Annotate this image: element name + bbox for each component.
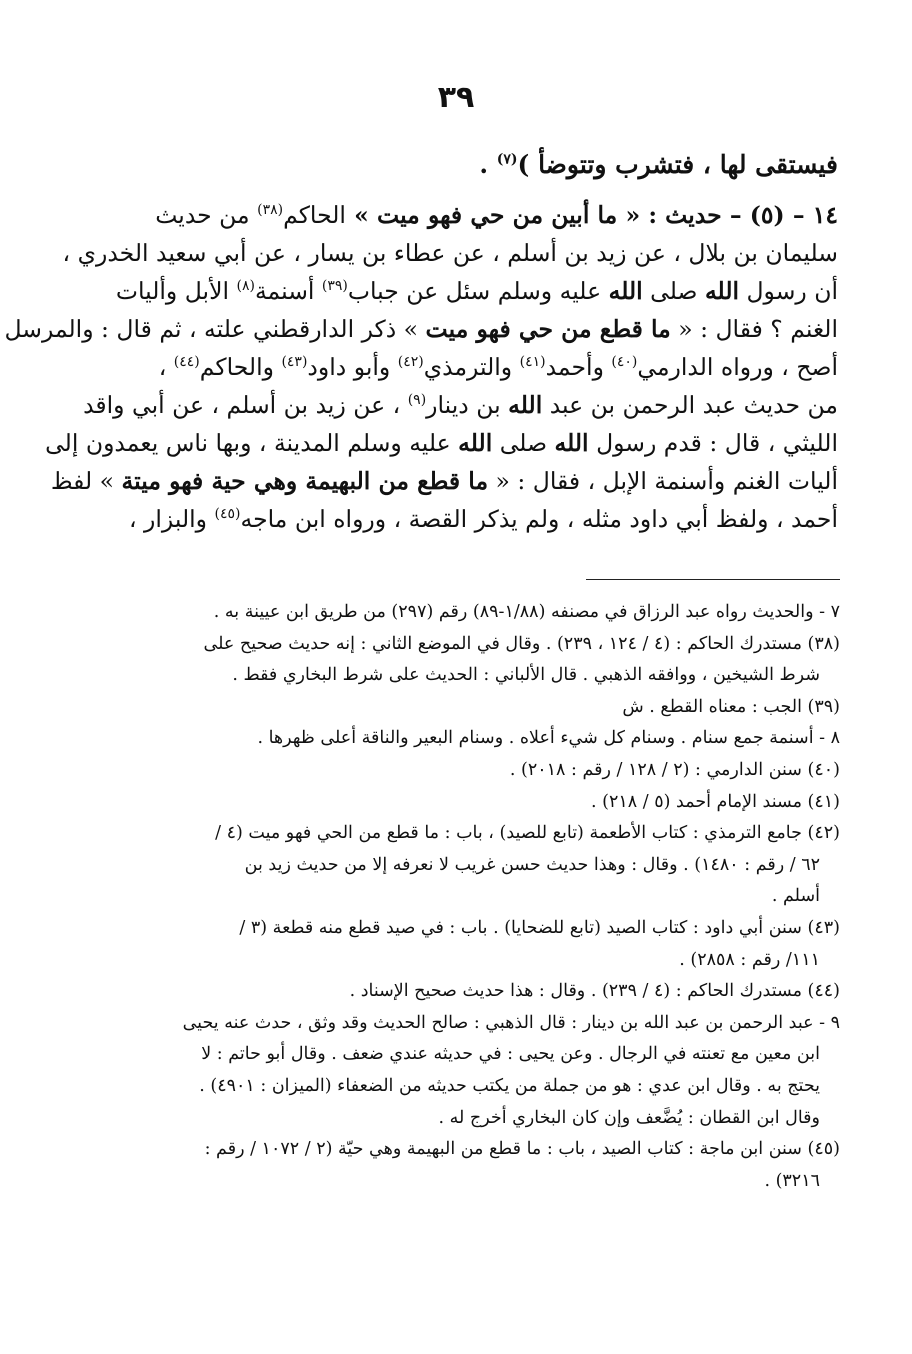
bold-text-run: الله <box>704 277 740 305</box>
footnote-marker: (٩) <box>407 392 427 409</box>
footnote-marker: (٣٩) <box>321 278 348 295</box>
footnote-marker: (٤٠) <box>611 354 638 371</box>
footnote-marker: (٨) <box>236 278 255 295</box>
footnote-entry: (٤٣) سنن أبي داود : كتاب الصيد (تابع للضحايا) . باب : في صيد قطع منه قطعة (٣ / <box>239 917 840 938</box>
text-run: وأبو داود <box>307 353 398 381</box>
main-text-line <box>72 500 838 538</box>
text-run: الغنم ؟ فقال : « <box>670 315 838 343</box>
text-run: الأبل وأليات <box>115 277 237 305</box>
text-run: عليه وسلم المدينة ، وبها ناس يعمدون إلى <box>45 429 459 457</box>
main-text-line <box>4 310 838 348</box>
footnote-marker: (٤٣) <box>281 354 308 371</box>
text-run: صلى <box>492 429 555 457</box>
footnote-continuation: ابن معين مع تعنته في الرجال . وعن يحيى : في حديثه عندي ضعف . وقال أبو حاتم : لا <box>201 1044 820 1065</box>
text-run: أحمد ، ولفظ أبي داود مثله ، ولم يذكر القصة ، ورواه ابن ماجه <box>240 505 838 533</box>
text-run: من حديث عبد الرحمن بن عبد <box>542 391 838 419</box>
text-run: وأحمد <box>545 353 612 381</box>
bold-text-run: ما قطع من حي فهو ميت <box>425 315 671 343</box>
footnote-separator <box>586 579 840 580</box>
text-run: . <box>479 150 497 179</box>
text-run: صلى <box>642 277 705 305</box>
footnote-entry: (٤٤) مستدرك الحاكم : (٤ / ٢٣٩) . وقال : هذا حديث صحيح الإسناد . <box>349 981 840 1002</box>
bold-text-run: ما قطع من البهيمة وهي حية فهو ميتة <box>121 467 489 495</box>
footnote-entry: ٨ - أسنمة جمع سنام . وسنام كل شيء أعلاه . وسنام البعير والناقة أعلى ظهرها . <box>257 728 840 749</box>
footnotes-section <box>70 597 840 1197</box>
footnote-marker: (٤٤) <box>173 354 200 371</box>
footnote-marker: (٤١) <box>519 354 546 371</box>
main-text-line <box>50 462 838 500</box>
text-run: أليات الغنم وأسنمة الإبل ، فقال : « <box>488 467 838 495</box>
bold-text-run: الله <box>508 391 543 419</box>
text-run: أن رسول <box>739 277 838 305</box>
text-run: أسنمة <box>254 277 322 305</box>
footnote-entry: (٣٩) الجب : معناه القطع . ش <box>622 696 840 717</box>
text-run: والبزار ، <box>128 505 215 533</box>
bold-text-run: فيستقى لها ، فتشرب وتتوضأ ) <box>517 150 838 179</box>
text-run: سليمان بن بلال ، عن زيد بن أسلم ، عن عطاء بن يسار ، عن أبي سعيد الخدري ، <box>62 239 838 267</box>
text-run: الحاكم <box>283 201 346 229</box>
bold-text-run: ١٤ – (٥) – حديث : « ما أبين من حي فهو ميت » <box>345 201 838 229</box>
bold-text-run: الله <box>458 429 493 457</box>
text-run: من حديث <box>155 201 258 229</box>
page-number: ٣٩ <box>437 80 475 115</box>
text-run: والترمذي <box>423 353 520 381</box>
footnote-entry: (٤٥) سنن ابن ماجة : كتاب الصيد ، باب : ما قطع من البهيمة وهي حيّة (٢ / ١٠٧٢ / رقم : <box>204 1139 840 1160</box>
main-text-line <box>62 234 838 272</box>
text-run: والحاكم <box>199 353 282 381</box>
footnote-continuation: يحتج به . وقال ابن عدي : هو من جملة من يكتب حديثه من الضعفاء (الميزان : ٤٩٠١) . <box>199 1075 820 1096</box>
main-text-line <box>72 386 838 424</box>
footnote-continuation: ١١١/ رقم : ٢٨٥٨) . <box>679 949 820 970</box>
footnote-marker: (٤٢) <box>397 354 424 371</box>
footnote-continuation: وقال ابن القطان : يُضَّعف وإن كان البخاري أخرج له . <box>438 1107 820 1128</box>
text-run: بن دينار <box>426 391 509 419</box>
footnote-entry: (٤١) مسند الإمام أحمد (٥ / ٢١٨) . <box>591 791 840 812</box>
footnote-continuation: ٦٢ / رقم : ١٤٨٠) . وقال : وهذا حديث حسن غريب لا نعرفه إلا من حديث زيد بن <box>244 854 820 875</box>
text-run: ، <box>158 353 174 381</box>
footnote-continuation: أسلم . <box>771 886 820 907</box>
bold-text-run: الله <box>608 277 643 305</box>
footnote-marker: (٧) <box>496 151 518 168</box>
footnote-entry: (٤٠) سنن الدارمي : (٢ / ١٢٨ / رقم : ٢٠١٨) . <box>509 759 840 780</box>
text-run: » لفظ <box>50 467 122 495</box>
main-text-line <box>72 146 838 184</box>
text-run: الليثي ، قال : قدم رسول <box>588 429 838 457</box>
main-text-line <box>72 196 838 234</box>
main-text-line <box>72 348 838 386</box>
footnote-marker: (٣٨) <box>257 202 284 219</box>
text-run: عليه وسلم سئل عن جباب <box>347 277 609 305</box>
main-text-line <box>72 272 838 310</box>
footnote-entry: ٧ - والحديث رواه عبد الرزاق في مصنفه (١/٨٨-٨٩) رقم (٢٩٧) من طريق ابن عيينة به . <box>213 602 840 622</box>
footnote-entry: (٣٨) مستدرك الحاكم : (٤ / ١٢٤ ، ٢٣٩) . وقال في الموضع الثاني : إنه حديث صحيح على <box>203 633 840 654</box>
footnote-marker: (٤٥) <box>214 506 241 523</box>
main-text-line <box>45 424 838 462</box>
footnote-continuation: شرط الشيخين ، ووافقه الذهبي . قال الألباني : الحديث على شرط البخاري فقط . <box>232 665 820 686</box>
text-run: أصح ، ورواه الدارمي <box>637 353 838 381</box>
footnote-entry: (٤٢) جامع الترمذي : كتاب الأطعمة (تابع للصيد) ، باب : ما قطع من الحي فهو ميت (٤ / <box>215 823 840 844</box>
main-text-body <box>4 146 838 538</box>
text-run: ، عن زيد بن أسلم ، عن أبي واقد <box>83 391 408 419</box>
footnote-continuation: ٣٢١٦) . <box>764 1170 820 1191</box>
text-run: » ذكر الدارقطني علته ، ثم قال : والمرسل <box>4 315 426 343</box>
bold-text-run: الله <box>554 429 589 457</box>
footnote-entry: ٩ - عبد الرحمن بن عبد الله بن دينار : قال الذهبي : صالح الحديث وقد وثق ، حدث عنه يحيى <box>182 1012 840 1033</box>
